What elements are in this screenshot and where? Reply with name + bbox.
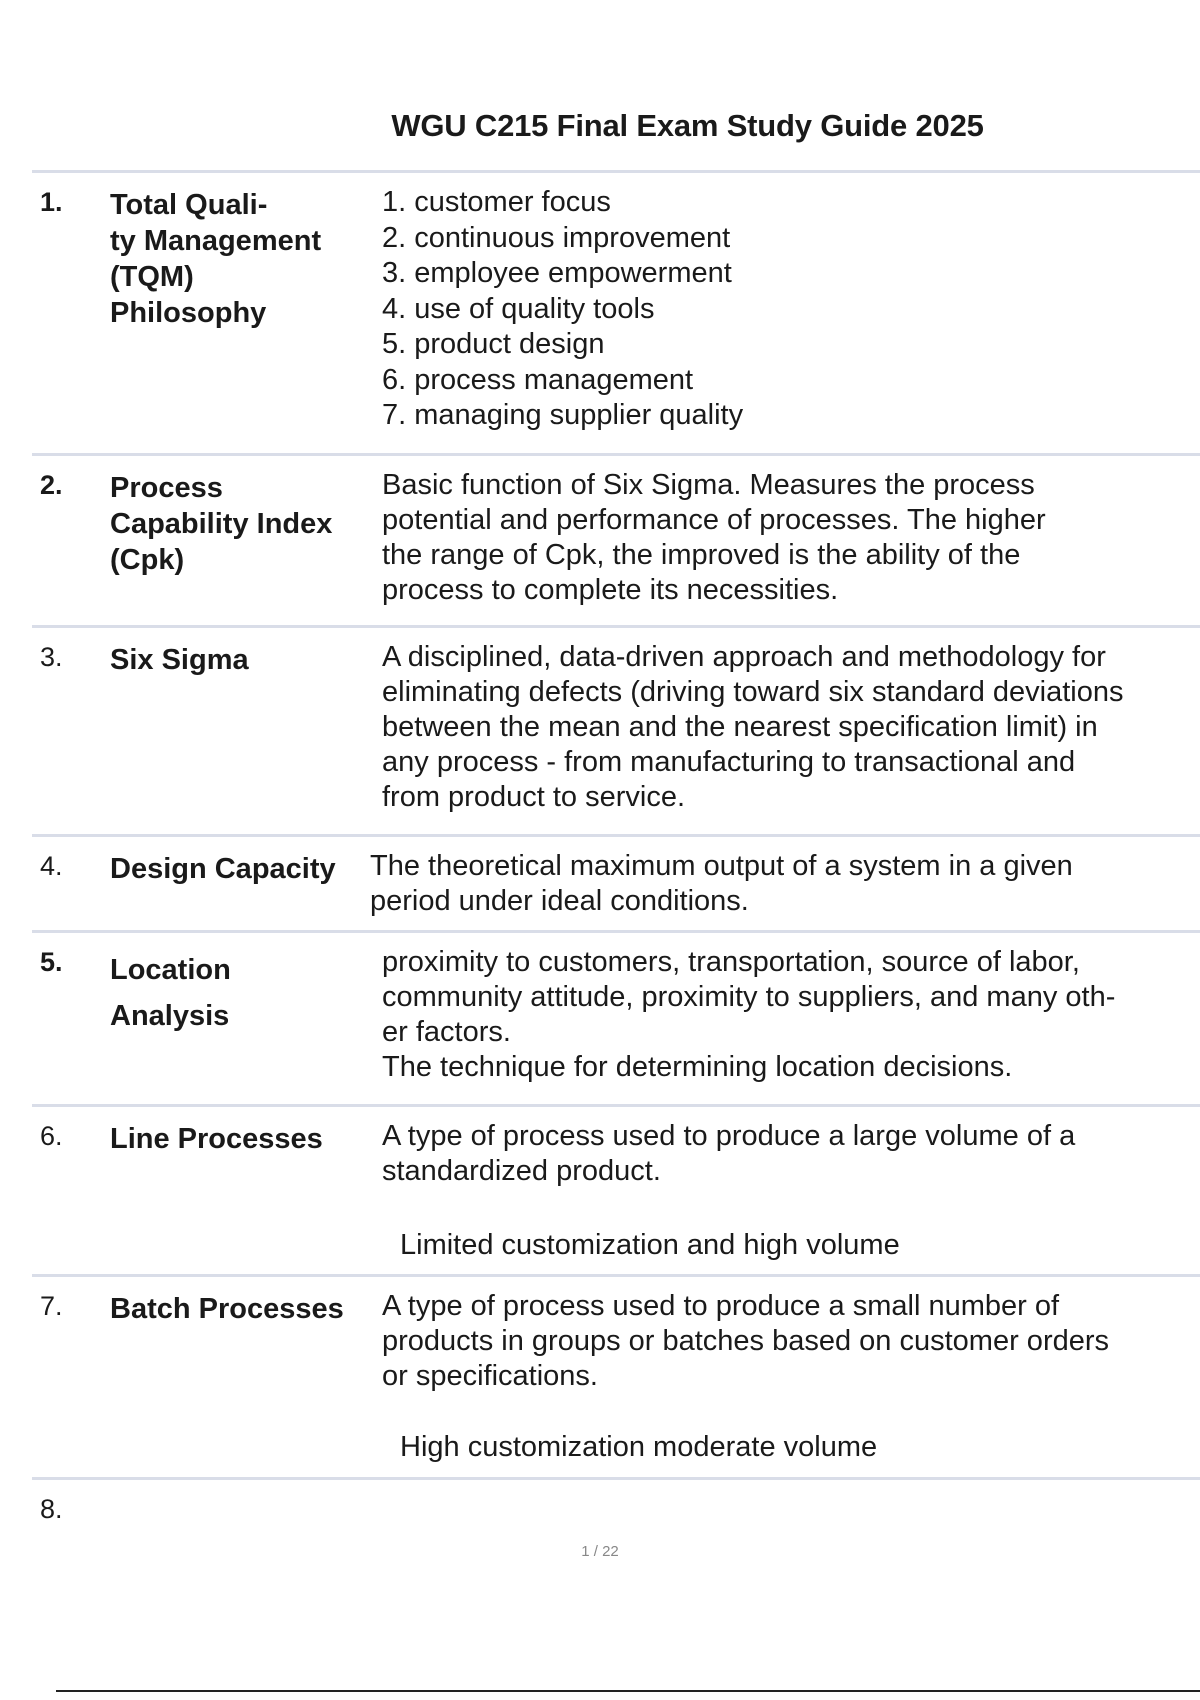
term-row — [32, 837, 1200, 933]
term-row — [32, 1480, 1200, 1540]
term-row — [32, 173, 1200, 456]
term-number: 5. — [40, 947, 63, 977]
term-row — [32, 1107, 1200, 1277]
term-definition: 1. customer focus 2. continuous improvement 3. employee empowerment 4. use of quality tools 5. product design 6. process management 7. managing supplier quality — [382, 186, 744, 431]
term-name: Batch Processes — [110, 1293, 344, 1325]
term-row — [32, 456, 1200, 628]
term-name: Six Sigma — [110, 644, 249, 676]
term-definition: A disciplined, data-driven approach and methodology for eliminating defects (driving toward six standard deviations between the mean and the nearest specification limit) in any process - from manufacturing to transactional and from product to service. — [382, 641, 1124, 813]
term-definition: proximity to customers, transportation, source of labor, community attitude, proximity to suppliers, and many oth- er factors. The technique for determining location decisions. — [382, 946, 1116, 1083]
term-name: Total Quali- ty Management (TQM) Philosophy — [110, 189, 322, 329]
term-row — [32, 628, 1200, 837]
term-name: Location Analysis — [110, 954, 231, 1032]
term-number: 3. — [40, 642, 63, 672]
page-indicator: 1 / 22 — [581, 1543, 619, 1560]
term-note: Limited customization and high volume — [400, 1229, 900, 1261]
term-name: Line Processes — [110, 1123, 323, 1155]
term-row — [32, 933, 1200, 1107]
term-number: 4. — [40, 851, 63, 881]
term-name: Process Capability Index (Cpk) — [110, 472, 333, 576]
term-definition: Basic function of Six Sigma. Measures the process potential and performance of processes. The higher the range of Cpk, the improved is the ability of the process to complete its necessities. — [382, 469, 1046, 606]
term-number: 6. — [40, 1121, 63, 1151]
term-number: 8. — [40, 1494, 63, 1524]
term-note: High customization moderate volume — [400, 1431, 878, 1463]
term-number: 7. — [40, 1291, 63, 1321]
term-definition: The theoretical maximum output of a system in a given period under ideal conditions. — [370, 850, 1073, 917]
term-definition: A type of process used to produce a small number of products in groups or batches based on customer orders or specifications. — [382, 1290, 1110, 1392]
terms-table — [32, 170, 1200, 1524]
term-name: Design Capacity — [110, 853, 336, 885]
term-number: 2. — [40, 470, 63, 500]
term-definition: A type of process used to produce a large volume of a standardized product. — [382, 1120, 1076, 1187]
document-title: WGU C215 Final Exam Study Guide 2025 — [391, 108, 984, 143]
term-row — [32, 1277, 1200, 1480]
term-number: 1. — [40, 187, 63, 217]
page-divider — [56, 1690, 1200, 1692]
